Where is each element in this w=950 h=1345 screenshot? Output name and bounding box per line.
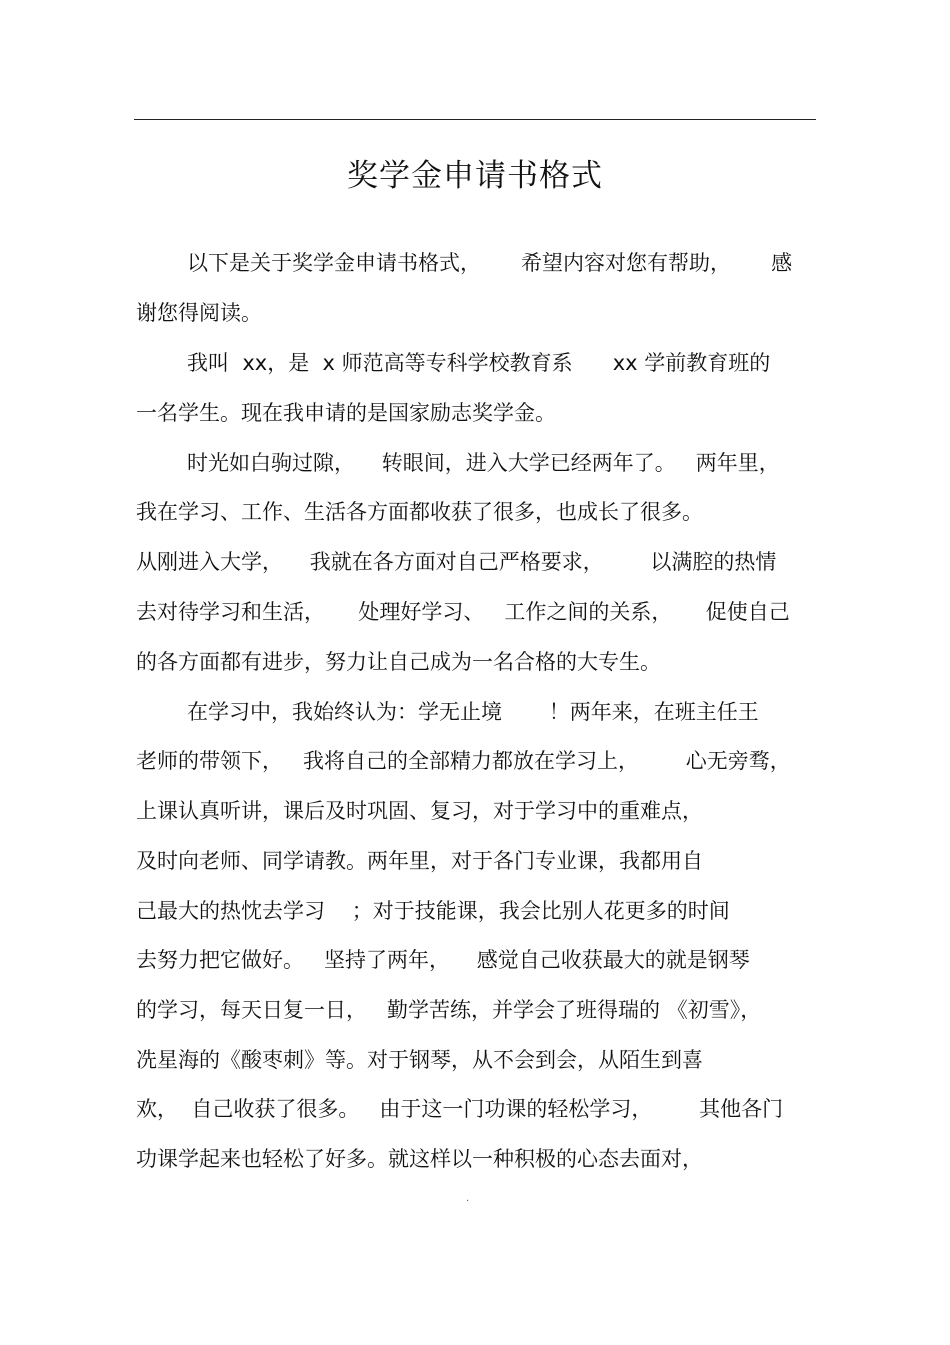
body-line: 己最大的热忱去学习 ；对于技能课，我会比别人花更多的时间	[136, 899, 730, 923]
body-line: 谢您得阅读。	[136, 301, 262, 325]
footer-mark: .	[466, 1193, 470, 1204]
body-line: 的各方面都有进步，努力让自己成为一名合格的大专生。	[136, 650, 661, 674]
body-line: 我叫 xx，是 x 师范高等专科学校教育系 xx 学前教育班的	[187, 351, 771, 375]
body-line: 上课认真听讲，课后及时巩固、复习，对于学习中的重难点，	[136, 799, 703, 823]
body-line: 在学习中，我始终认为：学无止境 ！两年来，在班主任王	[187, 700, 759, 724]
body-line: 以下是关于奖学金申请书格式， 希望内容对您有帮助， 感	[187, 251, 793, 275]
body-line: 老师的带领下， 我将自己的全部精力都放在学习上， 心无旁骛，	[136, 749, 791, 773]
header-rule	[134, 119, 816, 120]
body-line: 从刚进入大学， 我就在各方面对自己严格要求， 以满腔的热情	[136, 550, 777, 574]
body-line: 我在学习、工作、生活各方面都收获了很多，也成长了很多。	[136, 500, 703, 524]
body-line: 及时向老师、同学请教。两年里，对于各门专业课，我都用自	[136, 849, 703, 873]
body-line: 去对待学习和生活， 处理好学习、 工作之间的关系， 促使自己	[136, 600, 790, 624]
body-line: 冼星海的《酸枣刺》等。对于钢琴，从不会到会，从陌生到喜	[136, 1048, 703, 1072]
body-line: 一名学生。现在我申请的是国家励志奖学金。	[136, 401, 556, 425]
body-line: 去努力把它做好。 坚持了两年， 感觉自己收获最大的就是钢琴	[136, 948, 750, 972]
body-line: 欢， 自己收获了很多。 由于这一门功课的轻松学习， 其他各门	[136, 1097, 784, 1121]
body-line: 的学习，每天日复一日， 勤学苦练，并学会了班得瑞的 《初雪》，	[136, 998, 762, 1022]
document-title: 奖学金申请书格式	[347, 158, 603, 194]
body-line: 时光如白驹过隙， 转眼间，进入大学已经两年了。 两年里，	[187, 451, 780, 475]
body-line: 功课学起来也轻松了好多。就这样以一种积极的心态去面对，	[136, 1147, 703, 1171]
